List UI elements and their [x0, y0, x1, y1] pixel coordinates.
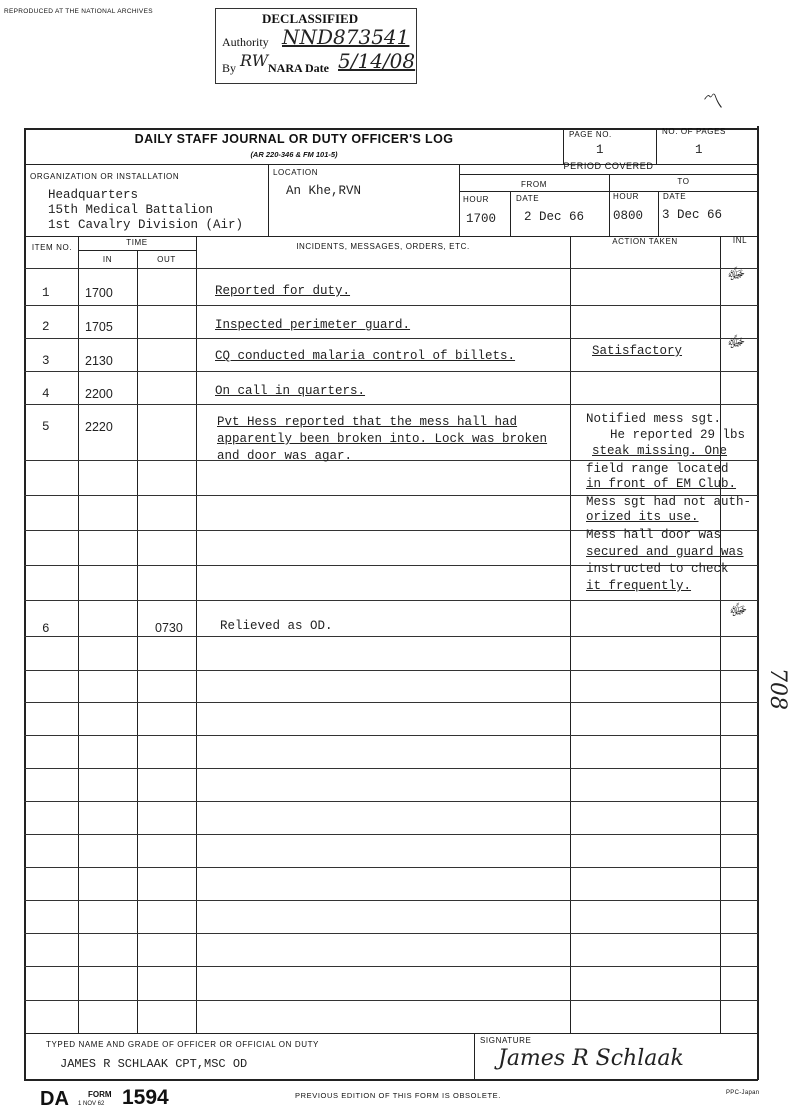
stamp-authority-value: NND873541: [282, 25, 410, 49]
divider: [24, 1033, 758, 1034]
col-divider: [720, 236, 721, 1033]
row-rule: [24, 338, 758, 339]
time-in: 2130: [85, 354, 113, 368]
incident-text: Inspected perimeter guard.: [215, 318, 411, 332]
to-label: TO: [677, 177, 690, 186]
action-text: Satisfactory: [592, 344, 683, 358]
from-label: FROM: [521, 180, 547, 189]
incident-text: apparently been broken into. Lock was broken: [217, 432, 548, 446]
row-rule: [24, 600, 758, 601]
form-subtitle: (AR 220-346 & FM 101-5): [250, 150, 338, 159]
row-rule: [24, 371, 758, 372]
row-rule: [24, 900, 758, 901]
from-date-label: DATE: [516, 194, 540, 203]
stamp-authority-label: Authority: [222, 35, 269, 49]
divider: [656, 128, 657, 164]
action-text: field range located: [586, 462, 729, 476]
col-inl-header: INL: [732, 236, 748, 245]
form-word: FORM: [88, 1090, 112, 1099]
stamp-nara-label: NARA Date: [268, 61, 329, 75]
action-text: secured and guard was: [586, 545, 744, 559]
time-in: 1705: [85, 320, 113, 334]
incident-text: Relieved as OD.: [220, 619, 333, 633]
printer-note: PPC-Japan: [726, 1090, 760, 1096]
action-text: it frequently.: [586, 579, 692, 593]
col-action-header: ACTION TAKEN: [612, 237, 678, 246]
to-date: 3 Dec 66: [662, 208, 723, 222]
page-no: 1: [596, 143, 604, 157]
officer-label: TYPED NAME AND GRADE OF OFFICER OR OFFICIAL ON DUTY: [46, 1040, 319, 1049]
row-rule: [24, 867, 758, 868]
location-label: LOCATION: [273, 168, 319, 177]
col-incidents-header: INCIDENTS, MESSAGES, ORDERS, ETC.: [296, 242, 470, 251]
divider: [609, 174, 610, 236]
row-rule: [24, 801, 758, 802]
to-date-label: DATE: [663, 192, 687, 201]
divider: [510, 191, 511, 236]
col-divider: [570, 236, 571, 1033]
from-hour: 1700: [466, 212, 497, 226]
item-no: 3: [42, 354, 50, 368]
num-pages-label: NO. OF PAGES: [662, 127, 726, 136]
action-text: Mess hall door was: [586, 528, 722, 542]
time-in: 2200: [85, 387, 113, 401]
col-in-header: IN: [102, 255, 113, 264]
incident-text: Pvt Hess reported that the mess hall had: [217, 415, 518, 429]
divider: [563, 128, 564, 164]
row-rule: [24, 305, 758, 306]
row-rule: [24, 834, 758, 835]
col-divider: [78, 236, 79, 1033]
row-rule: [24, 268, 758, 269]
col-divider: [196, 236, 197, 1033]
item-no: 5: [42, 420, 50, 434]
row-rule: [24, 735, 758, 736]
initials-mark: ﷻ: [726, 332, 745, 351]
action-text: in front of EM Club.: [586, 477, 737, 491]
stamp-by-label: By: [222, 61, 237, 75]
form-title: DAILY STAFF JOURNAL OR DUTY OFFICER'S LOG: [134, 132, 454, 146]
col-divider: [137, 250, 138, 1033]
incident-text: and door was agar.: [217, 449, 353, 463]
org-label: ORGANIZATION OR INSTALLATION: [30, 172, 180, 181]
initials-mark: ﷻ: [726, 264, 745, 283]
row-rule: [24, 966, 758, 967]
initials-mark: ﷻ: [728, 600, 747, 619]
org-line-3: 1st Cavalry Division (Air): [48, 218, 244, 232]
stamp-date-value: 5/14/08: [338, 49, 416, 73]
action-text: orized its use.: [586, 510, 699, 524]
divider: [658, 191, 659, 236]
form-date: 1 NOV 62: [78, 1101, 105, 1107]
org-line-1: Headquarters: [48, 188, 139, 202]
org-line-2: 15th Medical Battalion: [48, 203, 214, 217]
item-no: 6: [42, 622, 50, 636]
row-rule: [24, 670, 758, 671]
incident-text: On call in quarters.: [215, 384, 366, 398]
side-note: 708: [765, 668, 790, 710]
form-left-border: [24, 128, 26, 1080]
row-rule: [24, 1000, 758, 1001]
form-right-border: [757, 126, 759, 1080]
time-out: 0730: [155, 621, 183, 635]
row-rule: [24, 636, 758, 637]
divider: [459, 191, 758, 192]
stamp-by-value: RW: [240, 51, 269, 70]
form-number: 1594: [122, 1086, 169, 1109]
action-text: steak missing. One: [592, 444, 728, 458]
archive-note: REPRODUCED AT THE NATIONAL ARCHIVES: [4, 8, 153, 15]
signature-label: SIGNATURE: [480, 1036, 532, 1045]
item-no: 1: [42, 286, 50, 300]
from-hour-label: HOUR: [463, 195, 489, 204]
time-in: 2220: [85, 420, 113, 434]
pen-mark: 〽: [698, 89, 725, 118]
action-text: instructed to check: [586, 562, 729, 576]
form-da: DA: [40, 1088, 69, 1110]
col-item-header: ITEM NO.: [31, 243, 73, 252]
to-hour-label: HOUR: [613, 192, 639, 201]
declassified-stamp: [215, 8, 417, 84]
action-text: Mess sgt had not auth-: [586, 495, 752, 509]
page-no-label: PAGE NO.: [569, 130, 612, 139]
action-text: Notified mess sgt.: [586, 412, 722, 426]
action-text: He reported 29 lbs: [610, 428, 746, 442]
divider: [474, 1033, 475, 1079]
col-time-header: TIME: [126, 238, 148, 247]
row-rule: [24, 933, 758, 934]
row-rule: [24, 460, 758, 461]
row-rule: [24, 768, 758, 769]
location: An Khe,RVN: [286, 184, 362, 198]
form-bottom-border: [24, 1079, 758, 1081]
stamp-title: DECLASSIFIED: [262, 11, 359, 26]
signature: James R Schlaak: [498, 1046, 684, 1071]
num-pages: 1: [695, 143, 703, 157]
to-hour: 0800: [613, 209, 644, 223]
row-rule: [24, 702, 758, 703]
col-out-header: OUT: [157, 255, 176, 264]
item-no: 4: [42, 387, 50, 401]
item-no: 2: [42, 320, 50, 334]
incident-text: CQ conducted malaria control of billets.: [215, 349, 516, 363]
time-in: 1700: [85, 286, 113, 300]
period-label: PERIOD COVERED: [563, 161, 654, 171]
divider: [268, 164, 269, 236]
form-top-border: [24, 128, 758, 130]
row-rule: [24, 404, 758, 405]
from-date: 2 Dec 66: [524, 210, 585, 224]
incident-text: Reported for duty.: [215, 284, 351, 298]
obsolete-note: PREVIOUS EDITION OF THIS FORM IS OBSOLETE.: [295, 1091, 501, 1100]
officer-name: JAMES R SCHLAAK CPT,MSC OD: [60, 1057, 248, 1071]
